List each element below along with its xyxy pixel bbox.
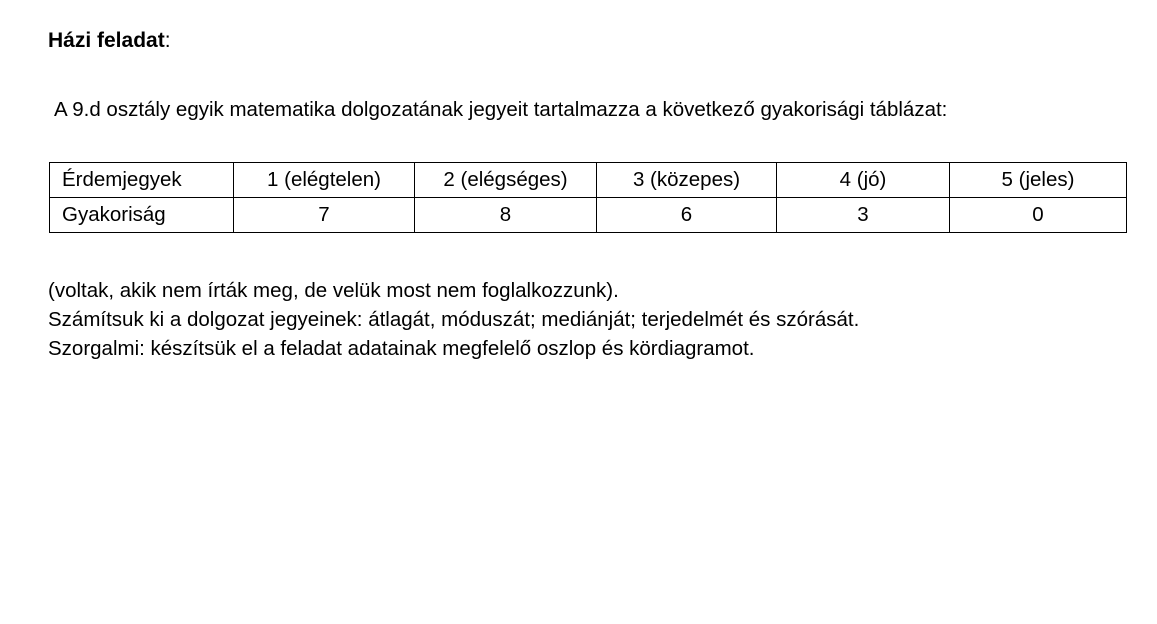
- note-line: Szorgalmi: készítsük el a feladat adatainak megfelelő oszlop és kördiagramot.: [48, 337, 755, 360]
- homework-title: Házi feladat: [48, 29, 165, 52]
- grades-header-cell: Érdemjegyek: [50, 163, 234, 198]
- grade-cell-3: 3 (közepes): [597, 163, 777, 198]
- frequency-row: [50, 198, 1127, 233]
- grade-cell-2: 2 (elégséges): [415, 163, 597, 198]
- frequency-cell-4: 3: [777, 198, 950, 233]
- task-intro: A 9.d osztály egyik matematika dolgozatának jegyeit tartalmazza a következő gyakorisági táblázat:: [54, 98, 948, 121]
- homework-title-colon: :: [164, 29, 171, 52]
- frequency-table: [49, 162, 1127, 233]
- grade-cell-4: 4 (jó): [777, 163, 950, 198]
- frequency-cell-5: 0: [950, 198, 1127, 233]
- note-line: (voltak, akik nem írták meg, de velük most nem foglalkozzunk).: [48, 279, 619, 302]
- grade-cell-5: 5 (jeles): [950, 163, 1127, 198]
- grades-row: [50, 163, 1127, 198]
- frequency-cell-3: 6: [597, 198, 777, 233]
- frequency-cell-2: 8: [415, 198, 597, 233]
- frequency-cell-1: 7: [234, 198, 415, 233]
- task-notes: [48, 276, 859, 363]
- frequency-header-cell: Gyakoriság: [50, 198, 234, 233]
- grade-cell-1: 1 (elégtelen): [234, 163, 415, 198]
- homework-heading: [48, 27, 171, 55]
- note-line: Számítsuk ki a dolgozat jegyeinek: átlagát, móduszát; mediánját; terjedelmét és szórását.: [48, 308, 860, 331]
